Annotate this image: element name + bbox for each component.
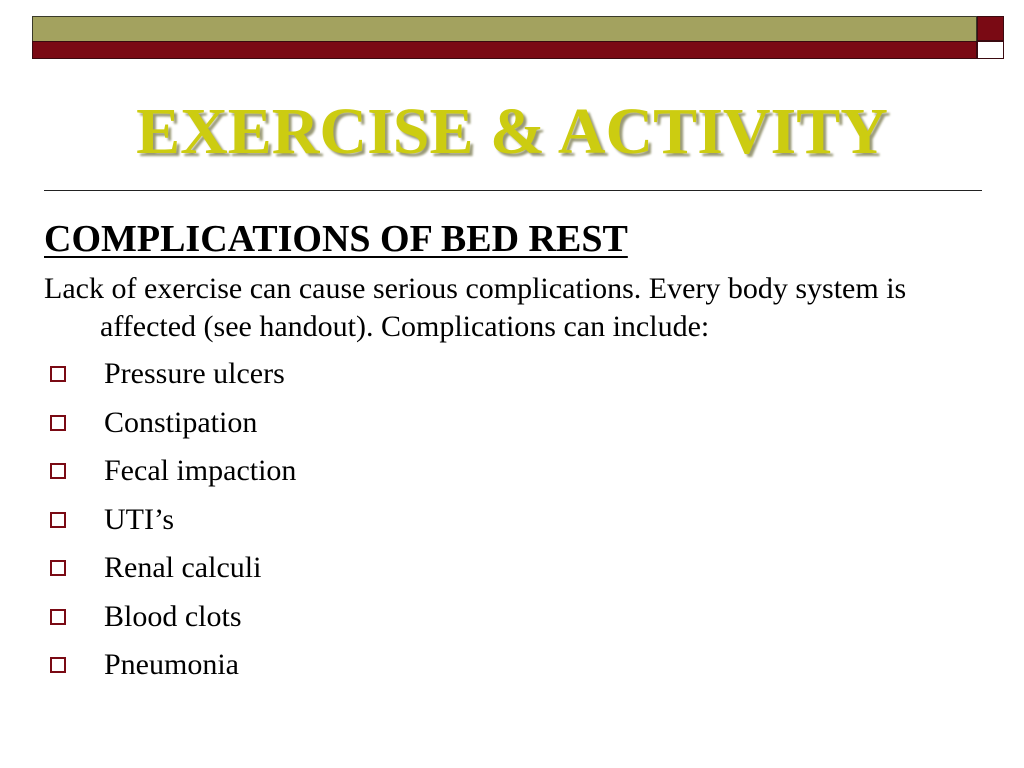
list-item bbox=[44, 350, 984, 399]
intro-paragraph: Lack of exercise can cause serious complications. Every body system is affected (see handout). Complications can include: bbox=[44, 272, 907, 343]
list-item bbox=[44, 496, 984, 545]
hollow-square-bullet-icon bbox=[50, 463, 66, 479]
section-heading: COMPLICATIONS OF BED REST bbox=[44, 218, 628, 260]
list-item-label: Pneumonia bbox=[104, 648, 239, 682]
hollow-square-bullet-icon bbox=[50, 560, 66, 576]
list-item-label: UTI’s bbox=[104, 502, 174, 536]
header-corner-square-bottom bbox=[977, 41, 1004, 59]
hollow-square-bullet-icon bbox=[50, 366, 66, 382]
hollow-square-bullet-icon bbox=[50, 657, 66, 673]
hollow-square-bullet-icon bbox=[50, 512, 66, 528]
slide-title: EXERCISE & ACTIVITY bbox=[136, 95, 888, 168]
header-olive-bar bbox=[32, 16, 977, 42]
list-item bbox=[44, 544, 984, 593]
complications-list bbox=[44, 350, 984, 690]
list-item bbox=[44, 447, 984, 496]
header-corner-square-top bbox=[977, 16, 1004, 41]
list-item-label: Blood clots bbox=[104, 599, 242, 633]
list-item bbox=[44, 641, 984, 690]
list-item-label: Renal calculi bbox=[104, 551, 262, 585]
title-divider bbox=[44, 190, 982, 191]
list-item-label: Constipation bbox=[104, 405, 258, 439]
list-item bbox=[44, 593, 984, 642]
list-item-label: Fecal impaction bbox=[104, 454, 297, 488]
hollow-square-bullet-icon bbox=[50, 609, 66, 625]
header-maroon-bar bbox=[32, 41, 977, 59]
list-item bbox=[44, 399, 984, 448]
list-item-label: Pressure ulcers bbox=[104, 357, 285, 391]
hollow-square-bullet-icon bbox=[50, 415, 66, 431]
slide-body bbox=[44, 214, 984, 690]
